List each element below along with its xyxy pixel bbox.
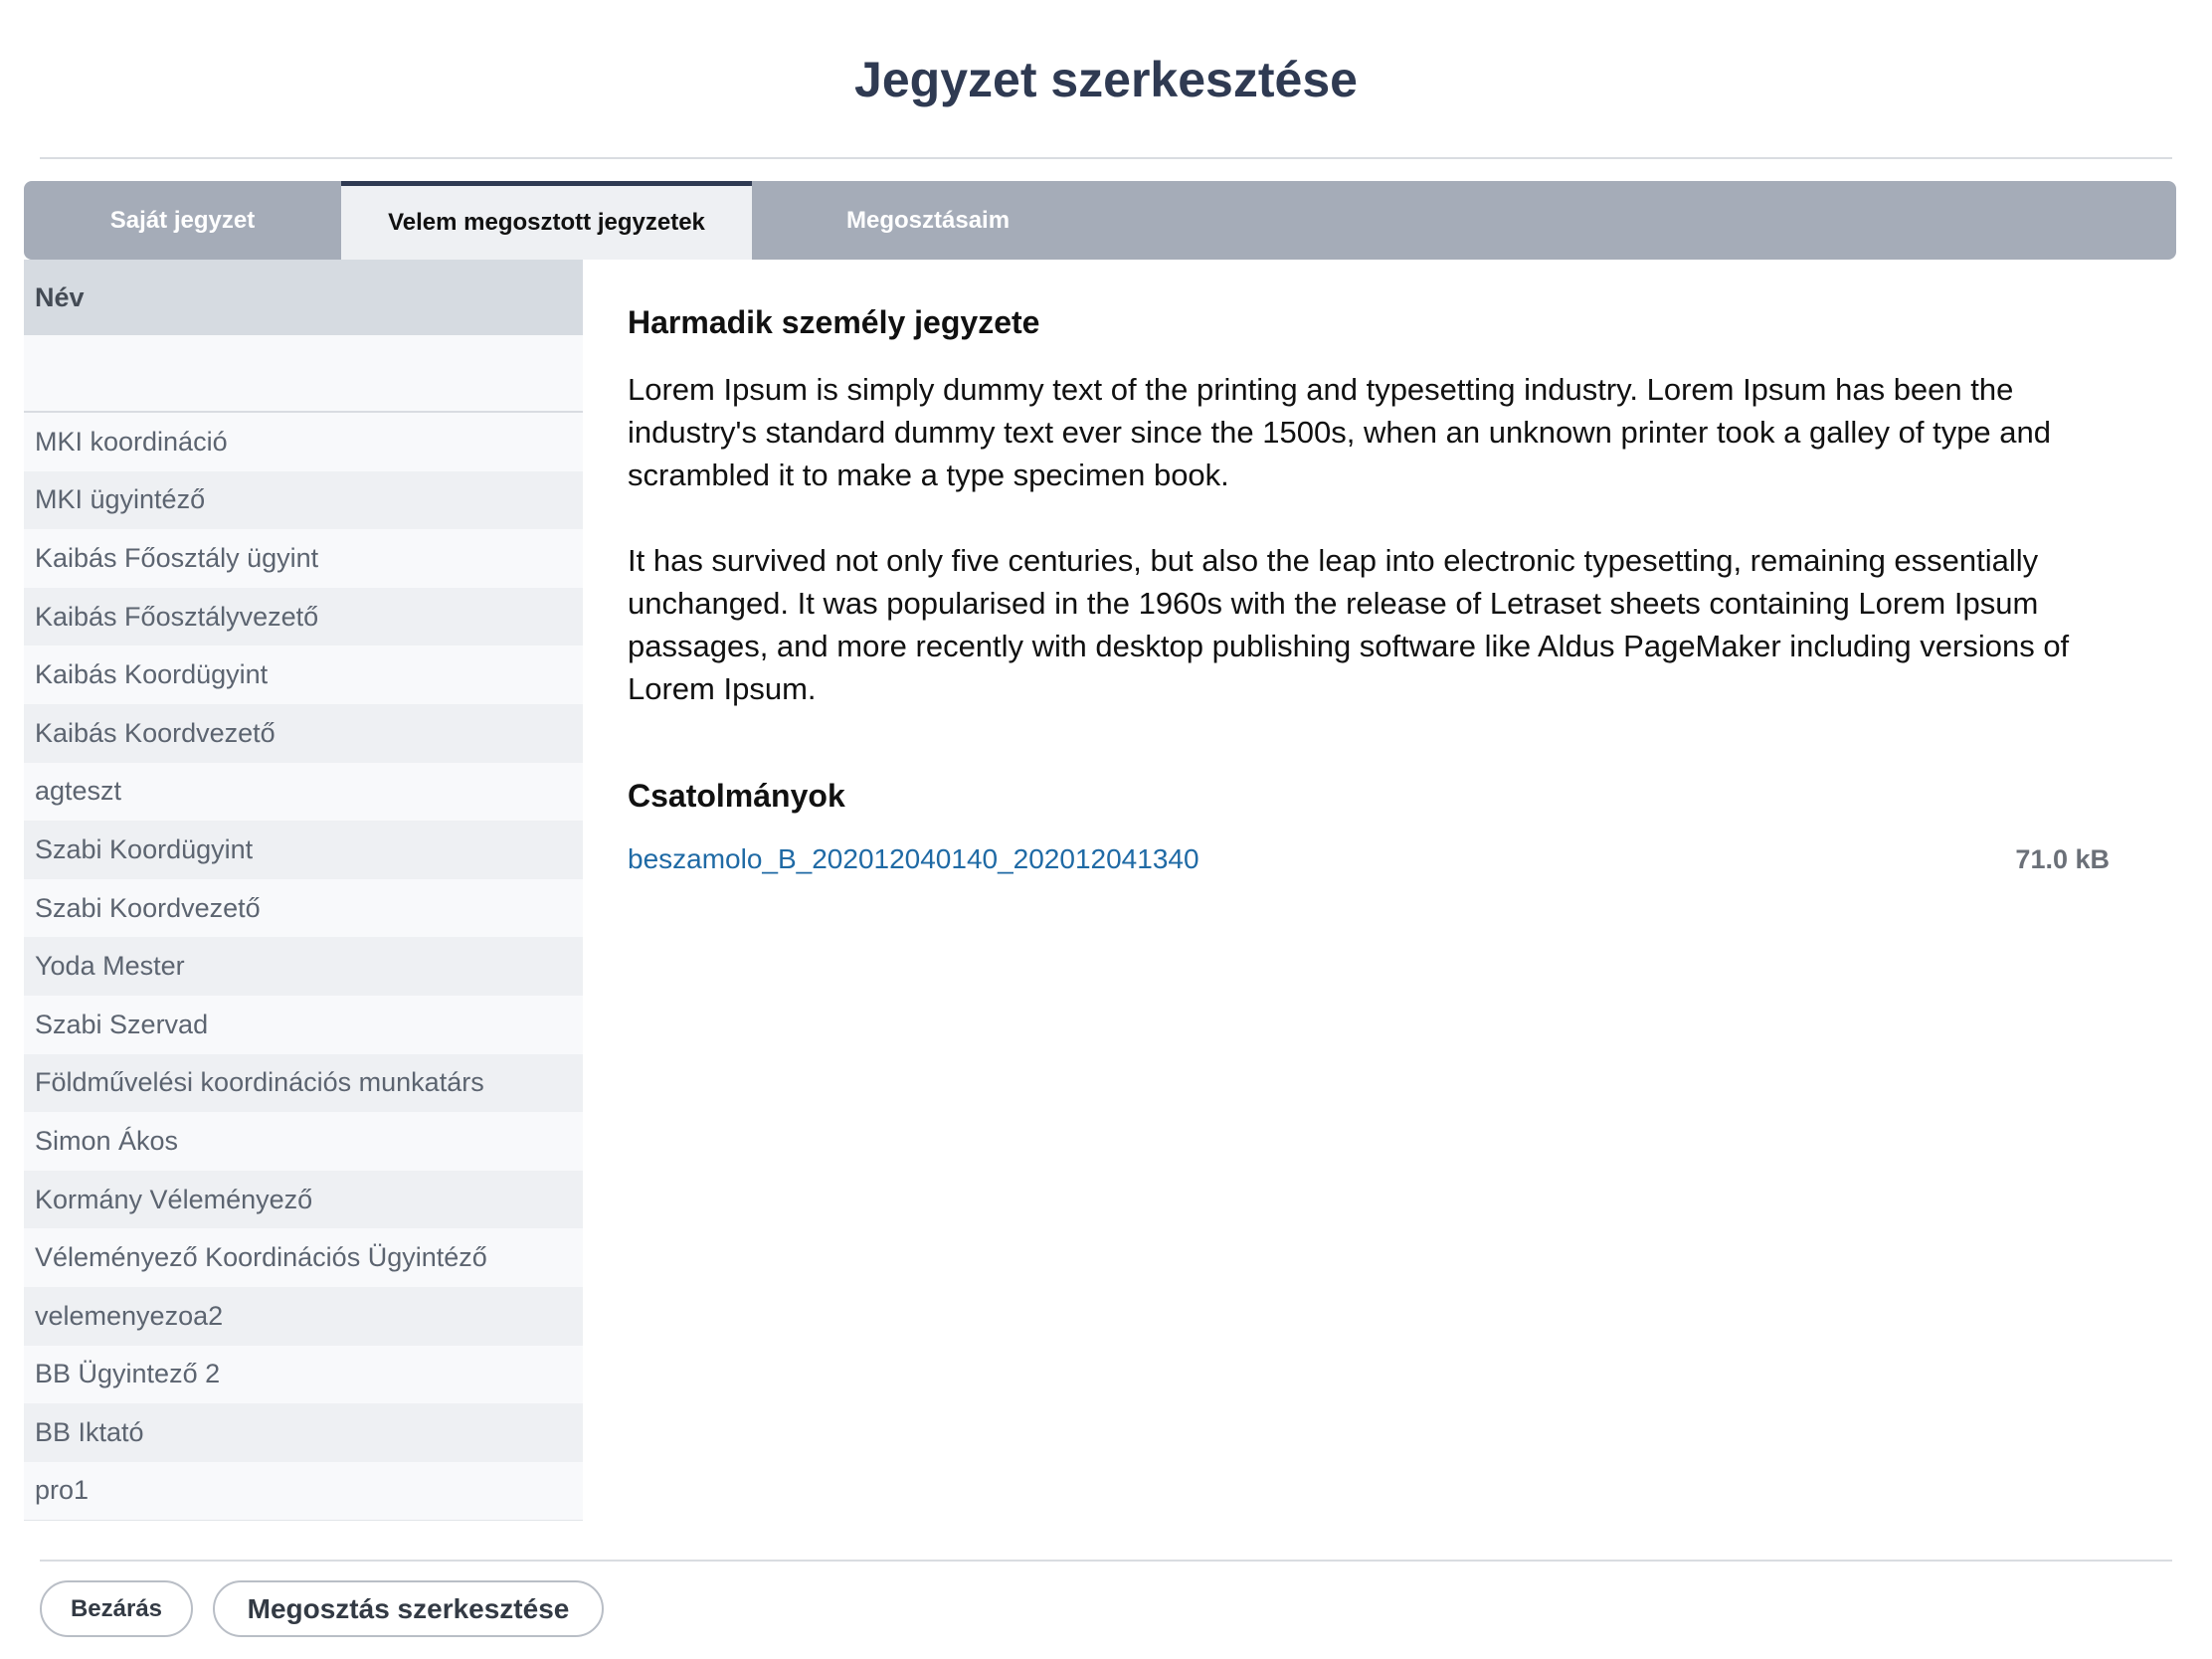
tab-bar xyxy=(24,181,2176,260)
list-item[interactable]: Kaibás Koordügyint xyxy=(24,645,583,704)
list-item[interactable]: Simon Ákos xyxy=(24,1112,583,1171)
name-list-panel xyxy=(24,260,583,1521)
list-item[interactable]: Kaibás Főosztályvezető xyxy=(24,588,583,646)
list-item[interactable]: Véleményező Koordinációs Ügyintéző xyxy=(24,1228,583,1287)
list-item[interactable]: BB Ügyintező 2 xyxy=(24,1346,583,1404)
list-item[interactable]: Földművelési koordinációs munkatárs xyxy=(24,1054,583,1113)
list-item[interactable]: velemenyezoa2 xyxy=(24,1287,583,1346)
note-title: Harmadik személy jegyzete xyxy=(628,304,1040,340)
tab-shared-with-me[interactable]: Velem megosztott jegyzetek xyxy=(341,181,752,260)
attachments-heading: Csatolmányok xyxy=(628,778,845,814)
footer-divider xyxy=(40,1560,2172,1562)
list-item[interactable]: BB Iktató xyxy=(24,1403,583,1462)
tab-my-shares[interactable]: Megosztásaim xyxy=(846,206,1011,234)
list-filter-row xyxy=(24,335,583,413)
list-item[interactable]: Szabi Szervad xyxy=(24,996,583,1054)
list-item[interactable]: pro1 xyxy=(24,1462,583,1521)
list-item[interactable]: agteszt xyxy=(24,763,583,822)
note-paragraph: Lorem Ipsum is simply dummy text of the printing and typesetting industry. Lorem Ipsum has been the industry's standard dummy text ever since the 1500s, when an unknown printer took a galley of type and scrambled it to make a type specimen book. xyxy=(628,372,2052,492)
edit-sharing-button[interactable]: Megosztás szerkesztése xyxy=(213,1580,604,1637)
name-list xyxy=(24,413,583,1521)
note-paragraph: It has survived not only five centuries, but also the leap into electronic typesetting, remaining essentially unchanged. It was popularised in the 1960s with the release of Letraset sheets containing Lorem Ipsum passages, and more recently with desktop publishing software like Aldus PageMaker including versions of Lorem Ipsum. xyxy=(628,543,2070,706)
list-header-name[interactable]: Név xyxy=(24,260,583,335)
attachment-link[interactable]: beszamolo_B_202012040140_202012041340 xyxy=(628,843,1199,874)
tab-own-note[interactable]: Saját jegyzet xyxy=(109,206,256,234)
name-filter-input[interactable] xyxy=(24,335,583,411)
list-item[interactable]: Kormány Véleményező xyxy=(24,1171,583,1229)
list-item[interactable]: Kaibás Főosztály ügyint xyxy=(24,529,583,588)
list-item[interactable]: Szabi Koordügyint xyxy=(24,821,583,879)
close-button[interactable]: Bezárás xyxy=(40,1580,193,1637)
list-item[interactable]: MKI ügyintéző xyxy=(24,471,583,530)
list-item[interactable]: Yoda Mester xyxy=(24,937,583,996)
list-item[interactable]: Szabi Koordvezető xyxy=(24,879,583,938)
dialog-title: Jegyzet szerkesztése xyxy=(854,52,1358,107)
list-item[interactable]: MKI koordináció xyxy=(24,413,583,471)
attachment-size: 71.0 kB xyxy=(2015,844,2110,874)
list-item[interactable]: Kaibás Koordvezető xyxy=(24,704,583,763)
title-divider xyxy=(40,157,2172,159)
attachment-row xyxy=(628,835,2110,883)
note-content xyxy=(628,298,2120,883)
